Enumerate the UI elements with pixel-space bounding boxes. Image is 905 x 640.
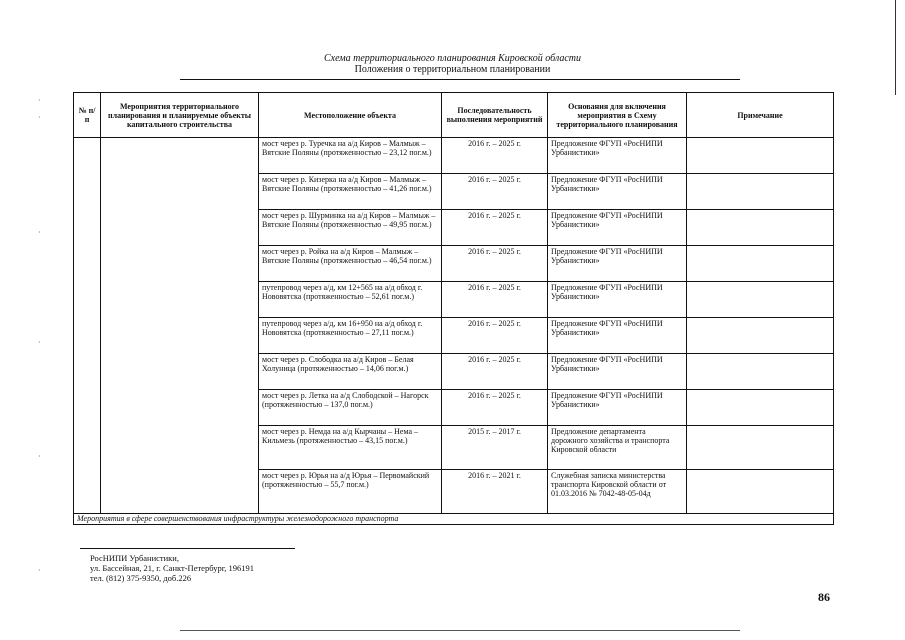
planning-table bbox=[73, 92, 834, 525]
scan-edge-line bbox=[895, 0, 896, 95]
page-number: 86 bbox=[818, 590, 830, 604]
basis-cell: Предложение ФГУП «РосНИПИ Урбанистики» bbox=[548, 282, 687, 318]
note-cell bbox=[687, 282, 834, 318]
note-cell bbox=[687, 174, 834, 210]
scan-mark: · bbox=[38, 566, 41, 575]
footer-address: ул. Бассейная, 21, г. Санкт-Петербург, 196191 bbox=[90, 563, 254, 573]
header-divider bbox=[180, 79, 740, 80]
dates-cell: 2016 г. – 2025 г. bbox=[442, 210, 548, 246]
section-heading: Мероприятия в сфере совершенствования инфраструктуры железнодорожного транспорта bbox=[74, 514, 834, 525]
note-cell bbox=[687, 390, 834, 426]
basis-cell: Предложение департамента дорожного хозяйства и транспорта Кировской области bbox=[548, 426, 687, 470]
dates-cell: 2016 г. – 2025 г. bbox=[442, 390, 548, 426]
dates-cell: 2016 г. – 2021 г. bbox=[442, 470, 548, 514]
location-cell: путепровод через а/д, км 12+565 на а/д обход г. Нововятска (протяженностью – 52,61 пог.м.) bbox=[259, 282, 442, 318]
table-row bbox=[74, 138, 834, 174]
note-cell bbox=[687, 246, 834, 282]
note-cell bbox=[687, 426, 834, 470]
note-cell bbox=[687, 354, 834, 390]
scan-mark: · bbox=[38, 113, 41, 122]
location-cell: мост через р. Туречка на а/д Киров – Малмыж – Вятские Поляны (протяженностью – 23,12 пог.м.) bbox=[259, 138, 442, 174]
dates-cell: 2016 г. – 2025 г. bbox=[442, 318, 548, 354]
dates-cell: 2015 г. – 2017 г. bbox=[442, 426, 548, 470]
basis-cell: Предложение ФГУП «РосНИПИ Урбанистики» bbox=[548, 318, 687, 354]
column-header-location: Местоположение объекта bbox=[259, 93, 442, 138]
location-cell: мост через р. Шурминка на а/д Киров – Малмыж – Вятские Поляны (протяженностью – 49,95 пог.м.) bbox=[259, 210, 442, 246]
column-header-activity: Мероприятия территориального планирования и планируемые объекты капитального строительства bbox=[101, 93, 259, 138]
section-heading-row bbox=[74, 514, 834, 525]
dates-cell: 2016 г. – 2025 г. bbox=[442, 282, 548, 318]
document-subtitle: Положения о территориальном планировании bbox=[354, 64, 551, 75]
basis-cell: Предложение ФГУП «РосНИПИ Урбанистики» bbox=[548, 174, 687, 210]
note-cell bbox=[687, 210, 834, 246]
footer-divider bbox=[80, 548, 295, 549]
note-cell bbox=[687, 470, 834, 514]
column-header-sequence: Последовательность выполнения мероприятий bbox=[442, 93, 548, 138]
location-cell: мост через р. Летка на а/д Слободской – Нагорск (протяженностью – 137,0 пог.м.) bbox=[259, 390, 442, 426]
scan-mark: · bbox=[38, 228, 41, 237]
column-header-note: Примечание bbox=[687, 93, 834, 138]
dates-cell: 2016 г. – 2025 г. bbox=[442, 174, 548, 210]
footer-phone: тел. (812) 375-9350, доб.226 bbox=[90, 573, 192, 583]
note-cell bbox=[687, 138, 834, 174]
location-cell: мост через р. Юрья на а/д Юрья – Первомайский (протяженностью – 55,7 пог.м.) bbox=[259, 470, 442, 514]
table-header-row bbox=[74, 93, 834, 138]
document-title: Схема территориального планирования Кировской области bbox=[323, 53, 582, 64]
location-cell: мост через р. Немда на а/д Кырчаны – Нема – Кильмезь (протяженностью – 43,15 пог.м.) bbox=[259, 426, 442, 470]
scan-mark: · bbox=[38, 96, 41, 105]
column-header-basis: Основания для включения мероприятия в Схему территориального планирования bbox=[548, 93, 687, 138]
dates-cell: 2016 г. – 2025 г. bbox=[442, 246, 548, 282]
location-cell: мост через р. Ройка на а/д Киров – Малмыж – Вятские Поляны (протяженностью – 46,54 пог.м.) bbox=[259, 246, 442, 282]
footer-org: РосНИПИ Урбанистики, bbox=[90, 553, 179, 563]
basis-cell: Предложение ФГУП «РосНИПИ Урбанистики» bbox=[548, 246, 687, 282]
bottom-divider bbox=[180, 630, 740, 631]
basis-cell: Служебная записка министерства транспорта Кировской области от 01.03.2016 № 7042-48-05-04д bbox=[548, 470, 687, 514]
scan-mark: · bbox=[38, 452, 41, 461]
basis-cell: Предложение ФГУП «РосНИПИ Урбанистики» bbox=[548, 210, 687, 246]
activity-cell bbox=[101, 138, 259, 514]
location-cell: путепровод через а/д, км 16+950 на а/д обход г. Нововятска (протяженностью – 27,11 пог.м.) bbox=[259, 318, 442, 354]
location-cell: мост через р. Кизерка на а/д Киров – Малмыж – Вятские Поляны (протяженностью – 41,26 пог.м.) bbox=[259, 174, 442, 210]
basis-cell: Предложение ФГУП «РосНИПИ Урбанистики» bbox=[548, 354, 687, 390]
note-cell bbox=[687, 318, 834, 354]
basis-cell: Предложение ФГУП «РосНИПИ Урбанистики» bbox=[548, 390, 687, 426]
dates-cell: 2016 г. – 2025 г. bbox=[442, 354, 548, 390]
number-cell bbox=[74, 138, 101, 514]
footer bbox=[90, 553, 254, 583]
basis-cell: Предложение ФГУП «РосНИПИ Урбанистики» bbox=[548, 138, 687, 174]
location-cell: мост через р. Слободка на а/д Киров – Белая Холуница (протяженностью – 14,06 пог.м.) bbox=[259, 354, 442, 390]
scan-mark: · bbox=[38, 338, 41, 347]
dates-cell: 2016 г. – 2025 г. bbox=[442, 138, 548, 174]
column-header-number: № п/п bbox=[74, 93, 101, 138]
